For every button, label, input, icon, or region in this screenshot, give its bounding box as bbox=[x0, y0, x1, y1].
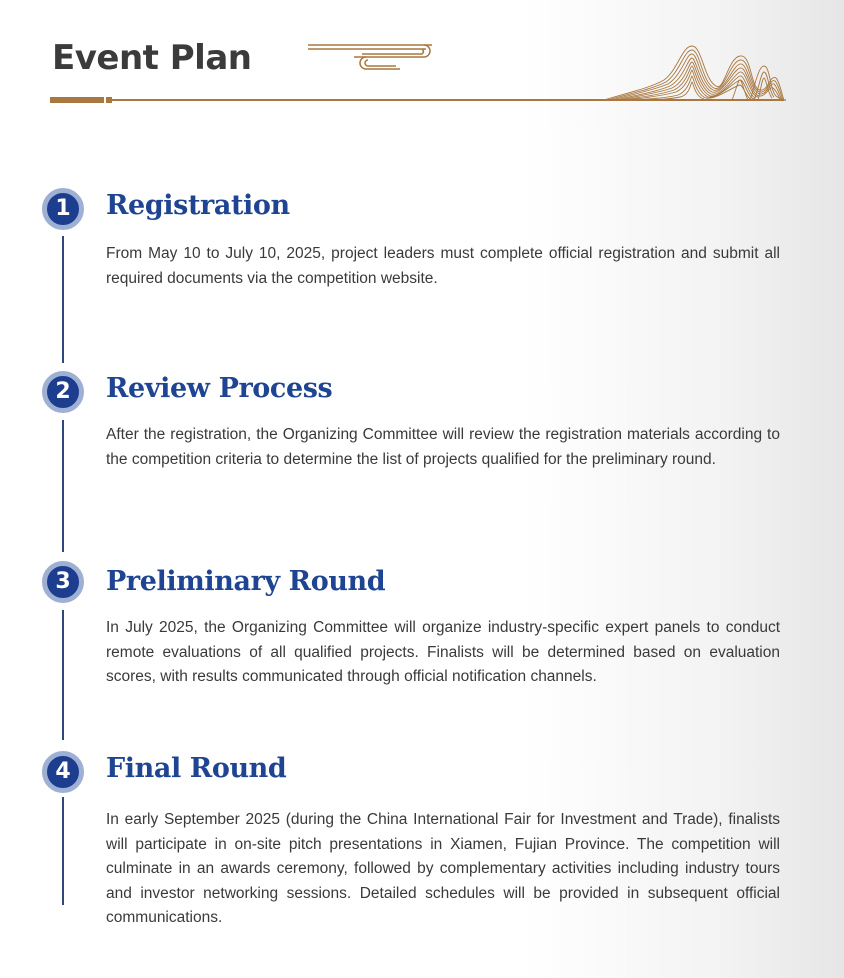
timeline-line bbox=[62, 236, 64, 363]
timeline-line bbox=[62, 420, 64, 552]
header-accent-dot bbox=[106, 97, 112, 103]
header-accent-bar bbox=[50, 97, 104, 103]
timeline-line bbox=[62, 610, 64, 740]
step-number-badge: 2 bbox=[42, 371, 84, 413]
step-description-preliminary-round: In July 2025, the Organizing Committee will organize industry-specific expert panels to conduct remote evaluations of all qualified projects. Finalists will be determined based on evaluation scores, with results communicated through official notification channels. bbox=[106, 619, 780, 685]
step-number-badge: 3 bbox=[42, 561, 84, 603]
step-description-review-process: After the registration, the Organizing Committee will review the registration materials according to the competition criteria to determine the list of projects qualified for the preliminary round. bbox=[106, 426, 780, 468]
page-title: Event Plan bbox=[52, 38, 252, 78]
step-number-badge: 4 bbox=[42, 751, 84, 793]
step-description-final-round: In early September 2025 (during the China International Fair for Investment and Trade), finalists will participate in on-site pitch presentations in Xiamen, Fujian Province. The competition will culminate in an awards ceremony, followed by complementary activities including industry tours and investor networking sessions. Detailed schedules will be provided in subsequent official communications. bbox=[106, 811, 780, 926]
timeline-line bbox=[62, 797, 64, 905]
step-title-registration: Registration bbox=[106, 190, 290, 221]
step-number-badge: 1 bbox=[42, 188, 84, 230]
step-title-final-round: Final Round bbox=[106, 753, 287, 784]
step-title-preliminary-round: Preliminary Round bbox=[106, 566, 386, 597]
header-divider bbox=[112, 99, 784, 101]
step-description-registration: From May 10 to July 10, 2025, project leaders must complete official registration and submit all required documents via the competition website. bbox=[106, 245, 780, 287]
step-title-review-process: Review Process bbox=[106, 373, 333, 404]
mountain-ornament-icon bbox=[600, 40, 786, 102]
cloud-ornament-icon bbox=[306, 40, 438, 72]
